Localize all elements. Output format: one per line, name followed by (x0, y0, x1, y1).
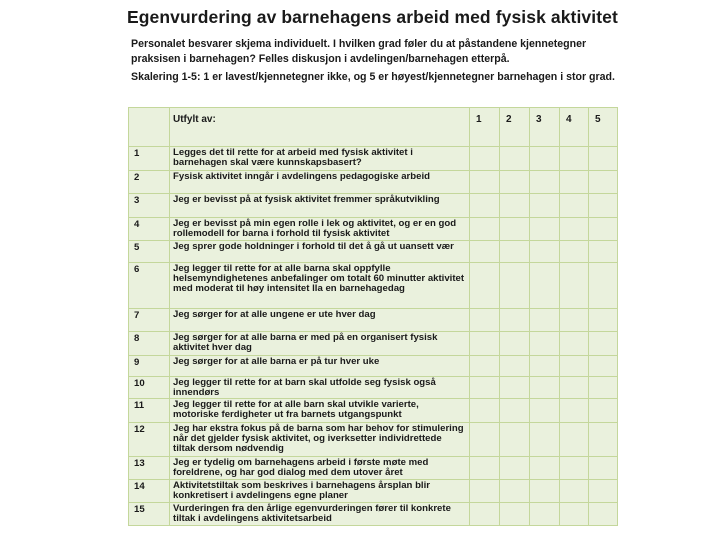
score-cell-2[interactable] (500, 241, 530, 263)
score-cell-2[interactable] (500, 377, 530, 399)
score-cell-3[interactable] (530, 423, 560, 457)
statement-text: Jeg sørger for at alle barna er med på en organisert fysisk aktivitet hver dag (170, 332, 470, 356)
document-title: Egenvurdering av barnehagens arbeid med fysisk aktivitet (127, 7, 618, 27)
table-row (129, 263, 618, 309)
score-cell-2[interactable] (500, 399, 530, 423)
statement-number: 14 (129, 480, 170, 503)
table-row (129, 423, 618, 457)
score-cell-1[interactable] (470, 377, 500, 399)
score-cell-5[interactable] (589, 194, 618, 218)
statement-text: Fysisk aktivitet inngår i avdelingens pedagogiske arbeid (170, 171, 470, 194)
table-row (129, 241, 618, 263)
score-header-5: 5 (589, 108, 618, 147)
score-cell-5[interactable] (589, 332, 618, 356)
table-row (129, 309, 618, 332)
self-assessment-table (128, 107, 618, 526)
score-cell-1[interactable] (470, 423, 500, 457)
score-header-3: 3 (530, 108, 560, 147)
score-cell-5[interactable] (589, 457, 618, 480)
statement-text: Jeg er bevisst på min egen rolle i lek og aktivitet, og er en god rollemodell for barna i forhold til fysisk aktivitet (170, 218, 470, 241)
score-cell-1[interactable] (470, 503, 500, 526)
score-cell-2[interactable] (500, 457, 530, 480)
score-cell-4[interactable] (560, 332, 589, 356)
statement-number: 5 (129, 241, 170, 263)
statement-number: 8 (129, 332, 170, 356)
score-cell-3[interactable] (530, 218, 560, 241)
statement-number: 11 (129, 399, 170, 423)
score-cell-3[interactable] (530, 399, 560, 423)
score-cell-1[interactable] (470, 263, 500, 309)
score-header-1: 1 (470, 108, 500, 147)
score-cell-5[interactable] (589, 356, 618, 377)
score-cell-5[interactable] (589, 263, 618, 309)
table-row (129, 399, 618, 423)
statement-number: 13 (129, 457, 170, 480)
statement-number: 6 (129, 263, 170, 309)
score-cell-4[interactable] (560, 377, 589, 399)
score-cell-1[interactable] (470, 171, 500, 194)
score-cell-2[interactable] (500, 423, 530, 457)
statement-number: 15 (129, 503, 170, 526)
score-cell-3[interactable] (530, 147, 560, 171)
score-cell-1[interactable] (470, 480, 500, 503)
statement-number: 2 (129, 171, 170, 194)
score-cell-1[interactable] (470, 332, 500, 356)
score-cell-2[interactable] (500, 194, 530, 218)
score-cell-4[interactable] (560, 457, 589, 480)
score-cell-3[interactable] (530, 171, 560, 194)
score-cell-5[interactable] (589, 480, 618, 503)
score-cell-3[interactable] (530, 241, 560, 263)
table-row (129, 503, 618, 526)
statement-number: 4 (129, 218, 170, 241)
table-row (129, 457, 618, 480)
score-cell-4[interactable] (560, 356, 589, 377)
score-cell-3[interactable] (530, 332, 560, 356)
table-row (129, 147, 618, 171)
score-cell-1[interactable] (470, 147, 500, 171)
scale-description: Skalering 1-5: 1 er lavest/kjennetegner ikke, og 5 er høyest/kjennetegner barnehagen i stor grad. (131, 71, 615, 83)
header-number-cell (129, 108, 170, 147)
table-header-row (129, 108, 618, 147)
score-cell-5[interactable] (589, 309, 618, 332)
score-cell-5[interactable] (589, 171, 618, 194)
score-header-4: 4 (560, 108, 589, 147)
statement-text: Legges det til rette for at arbeid med fysisk aktivitet i barnehagen skal være kunnskapsbasert? (170, 147, 470, 171)
score-cell-4[interactable] (560, 263, 589, 309)
score-cell-5[interactable] (589, 147, 618, 171)
score-cell-5[interactable] (589, 218, 618, 241)
table-row (129, 332, 618, 356)
score-cell-2[interactable] (500, 263, 530, 309)
statement-number: 7 (129, 309, 170, 332)
score-cell-1[interactable] (470, 457, 500, 480)
instructions-text: Personalet besvarer skjema individuelt. I hvilken grad føler du at påstandene kjennetegner praksisen i barnehagen? Felles diskusjon i avdelingen/barnehagen etterpå. (131, 38, 587, 65)
score-cell-1[interactable] (470, 309, 500, 332)
score-cell-1[interactable] (470, 218, 500, 241)
table-row (129, 480, 618, 503)
score-cell-3[interactable] (530, 309, 560, 332)
score-cell-5[interactable] (589, 423, 618, 457)
statement-text: Jeg sørger for at alle ungene er ute hver dag (170, 309, 470, 332)
score-cell-3[interactable] (530, 356, 560, 377)
score-cell-3[interactable] (530, 503, 560, 526)
statement-text: Aktivitetstiltak som beskrives i barnehagens årsplan blir konkretisert i avdelingens egne planer (170, 480, 470, 503)
statement-text: Jeg har ekstra fokus på de barna som har behov for stimulering når det gjelder fysisk aktivitet, og iverksetter individrettede tiltak dersom nødvendig (170, 423, 470, 457)
score-cell-2[interactable] (500, 309, 530, 332)
score-cell-3[interactable] (530, 194, 560, 218)
statement-number: 10 (129, 377, 170, 399)
score-cell-1[interactable] (470, 399, 500, 423)
statement-text: Vurderingen fra den årlige egenvurderingen fører til konkrete tiltak i avdelingens aktivitetsarbeid (170, 503, 470, 526)
score-cell-4[interactable] (560, 194, 589, 218)
statement-number: 12 (129, 423, 170, 457)
score-cell-4[interactable] (560, 399, 589, 423)
score-cell-4[interactable] (560, 218, 589, 241)
score-cell-2[interactable] (500, 356, 530, 377)
score-cell-5[interactable] (589, 241, 618, 263)
statement-text: Jeg sprer gode holdninger i forhold til det å gå ut uansett vær (170, 241, 470, 263)
score-cell-2[interactable] (500, 503, 530, 526)
score-cell-2[interactable] (500, 332, 530, 356)
statement-text: Jeg legger til rette for at alle barna skal oppfylle helsemyndighetenes anbefalinger om totalt 60 minutter aktivitet med moderat til høy intensitet lla en barnehagedag (170, 263, 470, 309)
score-cell-4[interactable] (560, 241, 589, 263)
score-cell-2[interactable] (500, 218, 530, 241)
score-cell-1[interactable] (470, 241, 500, 263)
score-cell-4[interactable] (560, 171, 589, 194)
statement-text: Jeg legger til rette for at barn skal utfolde seg fysisk også innendørs (170, 377, 470, 399)
table-row (129, 356, 618, 377)
score-cell-4[interactable] (560, 147, 589, 171)
score-cell-5[interactable] (589, 377, 618, 399)
statement-text: Jeg sørger for at alle barna er på tur hver uke (170, 356, 470, 377)
table-row (129, 377, 618, 399)
table-row (129, 171, 618, 194)
score-cell-3[interactable] (530, 263, 560, 309)
score-cell-2[interactable] (500, 171, 530, 194)
table-row (129, 194, 618, 218)
statement-text: Jeg er tydelig om barnehagens arbeid i første møte med foreldrene, og har god dialog med dem utover året (170, 457, 470, 480)
score-cell-4[interactable] (560, 309, 589, 332)
filled-by-label: Utfylt av: (170, 108, 470, 147)
score-cell-5[interactable] (589, 503, 618, 526)
score-cell-1[interactable] (470, 356, 500, 377)
statement-text: Jeg legger til rette for at alle barn skal utvikle varierte, motoriske ferdigheter ut fra barnets utgangspunkt (170, 399, 470, 423)
score-cell-3[interactable] (530, 457, 560, 480)
statement-text: Jeg er bevisst på at fysisk aktivitet fremmer språkutvikling (170, 194, 470, 218)
score-cell-4[interactable] (560, 480, 589, 503)
score-cell-5[interactable] (589, 399, 618, 423)
score-cell-4[interactable] (560, 503, 589, 526)
table-row (129, 218, 618, 241)
score-cell-4[interactable] (560, 423, 589, 457)
score-cell-3[interactable] (530, 377, 560, 399)
score-cell-2[interactable] (500, 147, 530, 171)
score-header-2: 2 (500, 108, 530, 147)
statement-number: 1 (129, 147, 170, 171)
score-cell-2[interactable] (500, 480, 530, 503)
statement-number: 3 (129, 194, 170, 218)
statement-number: 9 (129, 356, 170, 377)
score-cell-3[interactable] (530, 480, 560, 503)
score-cell-1[interactable] (470, 194, 500, 218)
